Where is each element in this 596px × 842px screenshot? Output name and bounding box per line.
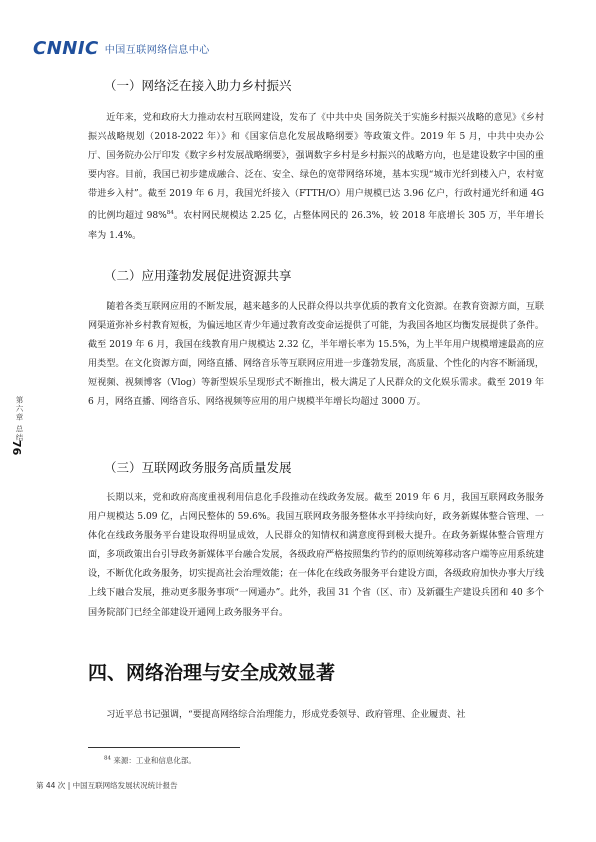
footnote-divider (88, 747, 240, 748)
section-heading-2: （二）应用蓬勃发展促进资源共享 (104, 268, 292, 283)
side-page-number: 76 (10, 440, 23, 456)
closing-paragraph (88, 706, 544, 726)
section-paragraph-3 (88, 489, 544, 623)
footnote (104, 755, 196, 766)
section-paragraph-2 (88, 298, 544, 413)
section-paragraph-1 (88, 109, 544, 246)
chapter-side-label: 第六章 总结 (15, 396, 24, 442)
chapter-heading: 四、网络治理与安全成效显著 (88, 662, 336, 684)
section-heading-1: （一）网络泛在接入助力乡村振兴 (104, 78, 292, 93)
logo-mark: CNNIC (33, 38, 99, 59)
section-heading-3: （三）互联网政务服务高质量发展 (104, 460, 292, 475)
paragraph-tail: 。农村网民规模达 2.25 亿，占整体网民的 26.3%，较 2018 年底增长 305 万，半年增长率为 1.4%。 (88, 211, 544, 241)
footnote-number: 84 (104, 755, 111, 762)
paragraph-text: 近年来，党和政府大力推动农村互联网建设，发布了《中共中央 国务院关于实施乡村振兴战略的意见》《乡村振兴战略规划（2018-2022 年）》和《国家信息化发展战略纲要》等政策文件。2019 年 5 月，中共中央办公厅、国务院办公厅印发《数字乡村发展战略纲要》，强调数字乡村是乡村振兴的战略方向，也是建设数字中国的重要内容。目前，我国已初步建成融合、泛在、安全、绿色的宽带网络环境，基本实现“城市光纤到楼入户，农村宽带进乡入村”。截至 2019 年 6 月，我国光纤接入（FTTH/O）用户规模已达 3.96 亿户，行政村通光纤和通 4G 的比例均超过 98% (88, 113, 544, 222)
logo-org-name: 中国互联网络信息中心 (104, 45, 210, 56)
paragraph-text: 习近平总书记强调，“要提高网络综合治理能力，形成党委领导、政府管理、企业履责、社 (106, 710, 466, 720)
footnote-text: 来源：工业和信息化部。 (113, 756, 196, 765)
paragraph-text: 随着各类互联网应用的不断发展，越来越多的人民群众得以共享优质的教育文化资源。在教育资源方面，互联网渠道弥补乡村教育短板，为偏远地区青少年通过教育改变命运提供了可能，为我国各地区均衡发展提供了条件。截至 2019 年 6 月，我国在线教育用户规模达 2.32 亿，半年增长率为 15.5%，为上半年用户规模增速最高的应用类型。在文化资源方面，网络直播、网络音乐等互联网应用进一步蓬勃发展，高质量、个性化的内容不断涌现，短视频、视频博客（Vlog）等新型娱乐呈现形式不断推出，极大满足了人民群众的文化娱乐需求。截至 2019 年 6 月，网络直播、网络音乐、网络视频等应用的用户规模半年增长均超过 3000 万。 (88, 302, 544, 408)
cnnic-logo (33, 38, 210, 59)
paragraph-text: 长期以来，党和政府高度重视利用信息化手段推动在线政务发展。截至 2019 年 6 月，我国互联网政务服务用户规模达 5.09 亿，占网民整体的 59.6%。我国互联网政务服务整体水平持续向好，政务新媒体整合管理、一体化在线政务服务平台建设取得明显成效，人民群众的知情权和满意度得到极大提升。在政务新媒体整合管理方面，多项政策出台引导政务新媒体平台融合发展，各级政府严格按照集约节约的原则统筹移动客户端等应用系统建设，不断优化政务服务，切实提高社会治理效能；在一体化在线政务服务平台建设方面，各级政府加快办事大厅线上线下融合发展，推动更多服务事项“一网通办”。此外，我国 31 个省（区、市）及新疆生产建设兵团和 40 多个国务院部门已经全部建设开通网上政务服务平台。 (88, 493, 544, 618)
page-footer: 第 44 次 | 中国互联网络发展状况统计报告 (36, 781, 178, 790)
footnote-ref: 84 (166, 210, 174, 217)
